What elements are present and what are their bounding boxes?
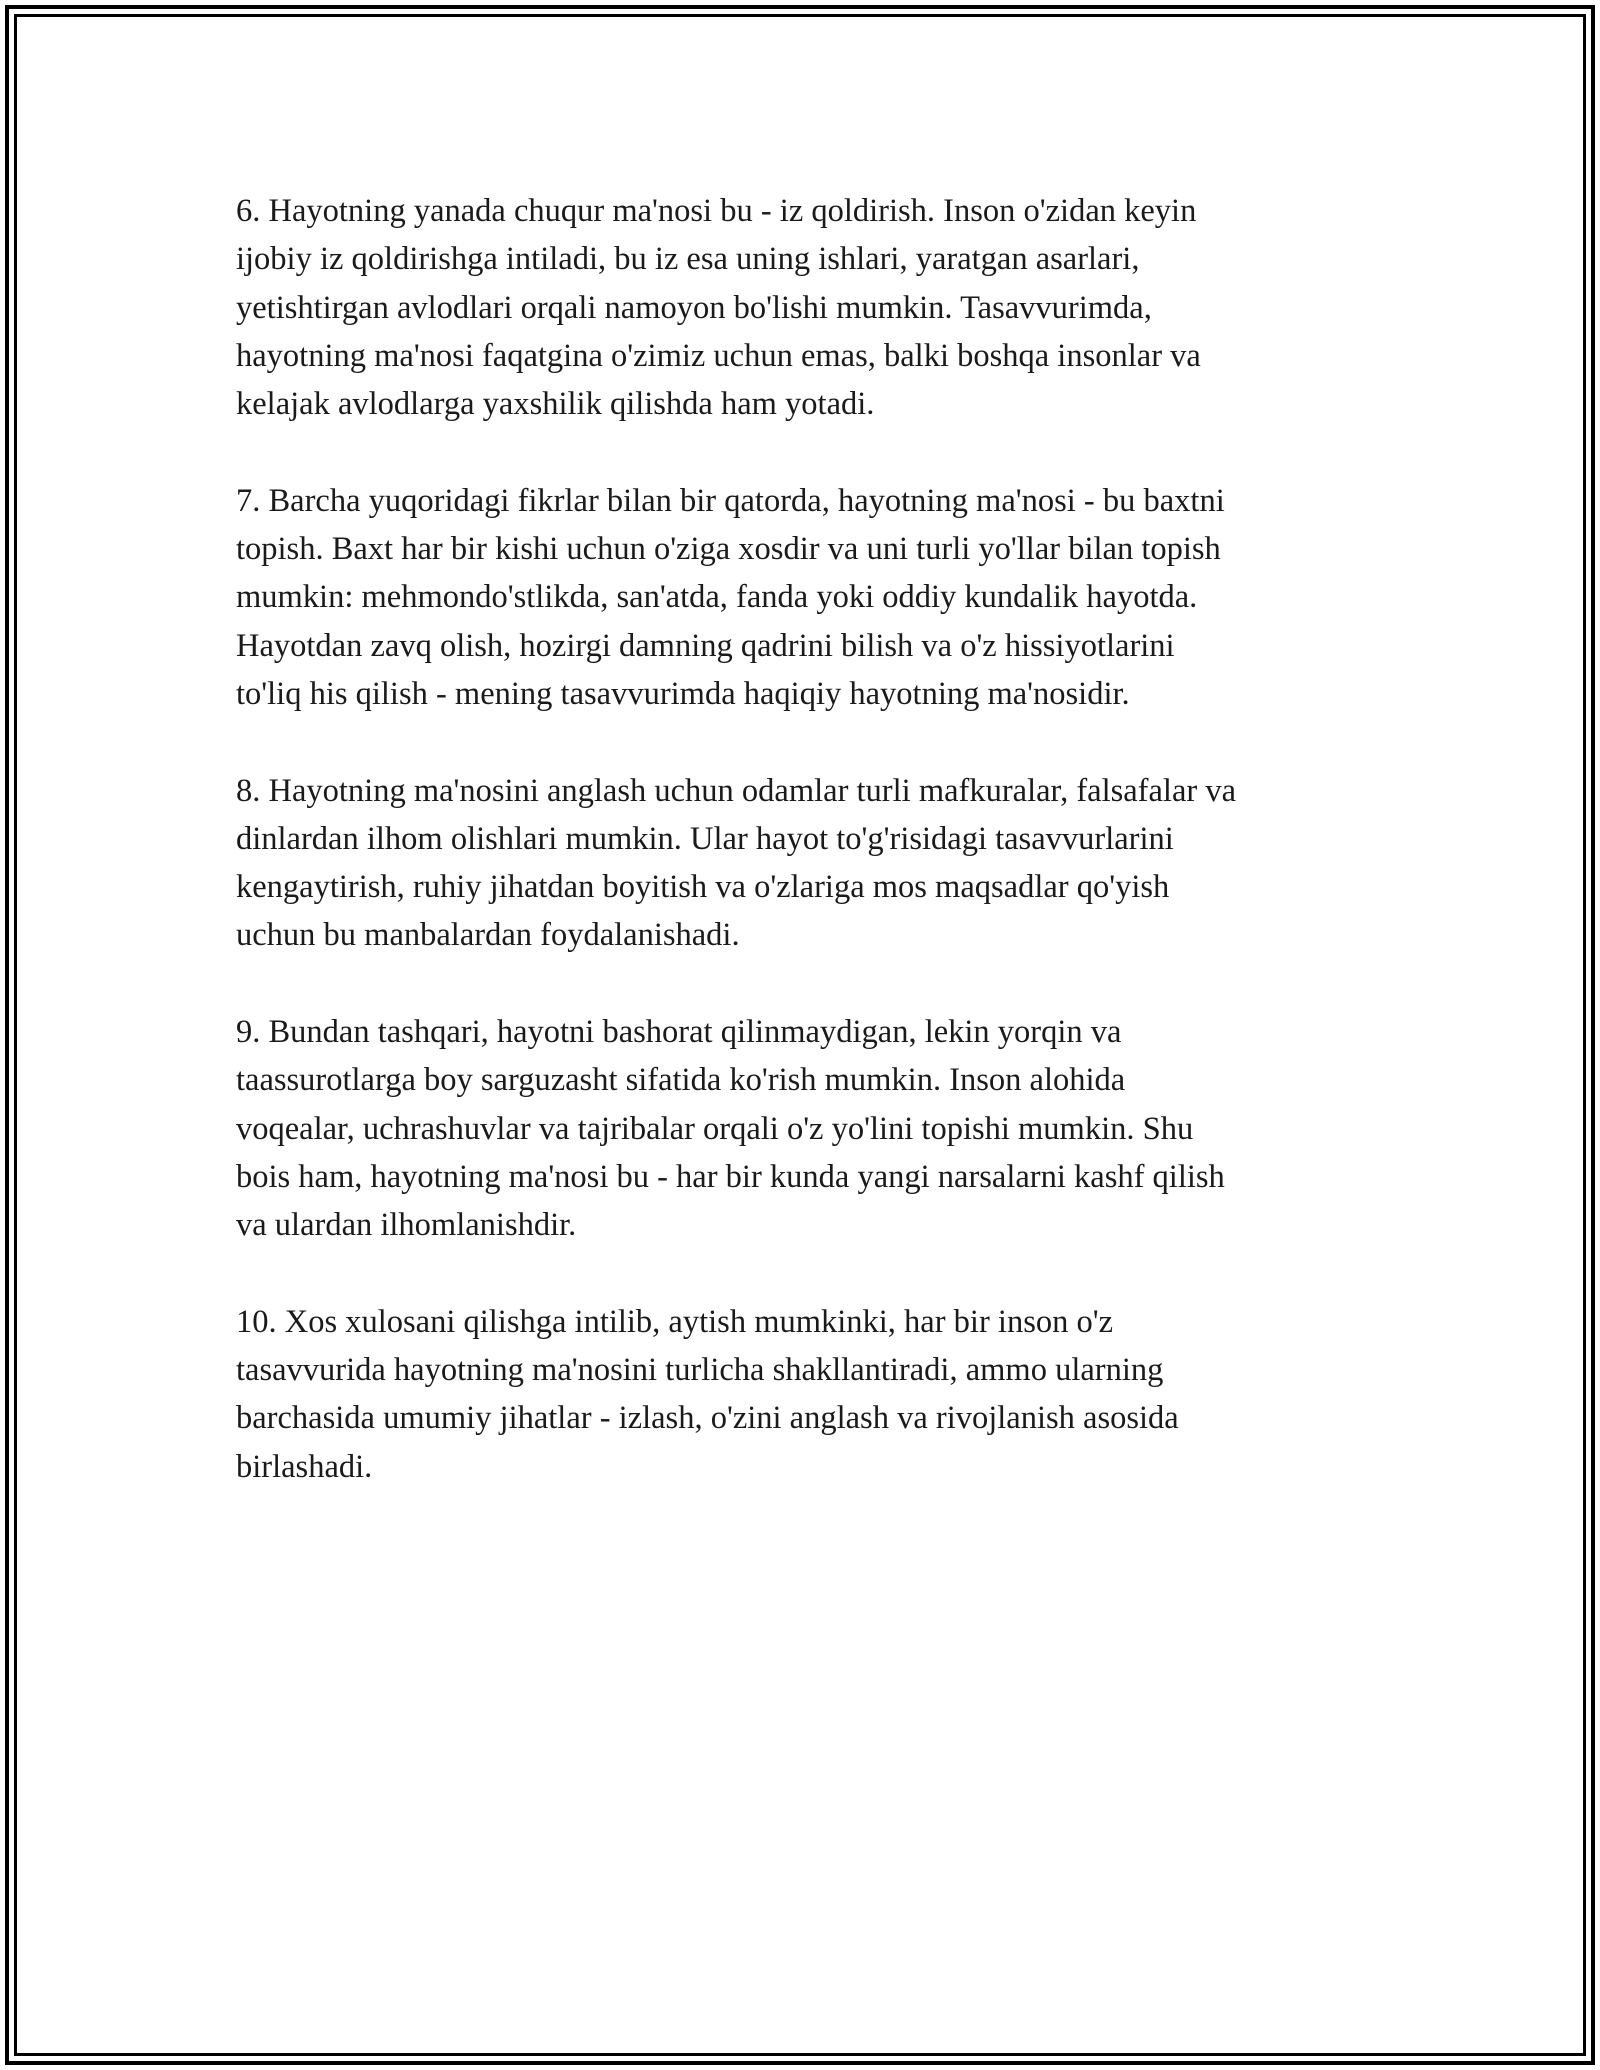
paragraph-8: 8. Hayotning ma'nosini anglash uchun odamlar turli mafkuralar, falsafalar va dinlardan ilhom olishlari mumkin. Ular hayot to'g'risidagi tasavvurlarini kengaytirish, ruhiy jihatdan boyitish va o'zlariga mos maqsadlar qo'yish uchun bu manbalardan foydalanishadi.: [236, 772, 1236, 954]
document-body: [236, 187, 1386, 1539]
paragraph-6: 6. Hayotning yanada chuqur ma'nosi bu - iz qoldirish. Inson o'zidan keyin ijobiy iz qoldirishga intiladi, bu iz esa uning ishlari, yaratgan asarlari, yetishtirgan avlodlari orqali namoyon bo'lishi mumkin. Tasavvurimda, hayotning ma'nosi faqatgina o'zimiz uchun emas, balki boshqa insonlar va kelajak avlodlarga yaxshilik qilishda ham yotadi.: [236, 193, 1201, 423]
paragraph-10: 10. Xos xulosani qilishga intilib, aytish mumkinki, har bir inson o'z tasavvurida hayotning ma'nosini turlicha shakllantiradi, ammo ularning barchasida umumiy jihatlar - izlash, o'zini anglash va rivojlanish asosida birlashadi.: [236, 1303, 1179, 1485]
paragraph-7: 7. Barcha yuqoridagi fikrlar bilan bir qatorda, hayotning ma'nosi - bu baxtni topish. Baxt har bir kishi uchun o'ziga xosdir va uni turli yo'llar bilan topish mumkin: mehmondo'stlikda, san'atda, fanda yoki oddiy kundalik hayotda. Hayotdan zavq olish, hozirgi damning qadrini bilish va o'z hissiyotlarini to'liq his qilish - mening tasavvurimda haqiqiy hayotning ma'nosidir.: [236, 482, 1225, 712]
paragraph-9: 9. Bundan tashqari, hayotni bashorat qilinmaydigan, lekin yorqin va taassurotlarga boy sarguzasht sifatida ko'rish mumkin. Inson alohida voqealar, uchrashuvlar va tajribalar orqali o'z yo'lini topishi mumkin. Shu bois ham, hayotning ma'nosi bu - har bir kunda yangi narsalarni kashf qilish va ulardan ilhomlanishdir.: [236, 1014, 1225, 1244]
